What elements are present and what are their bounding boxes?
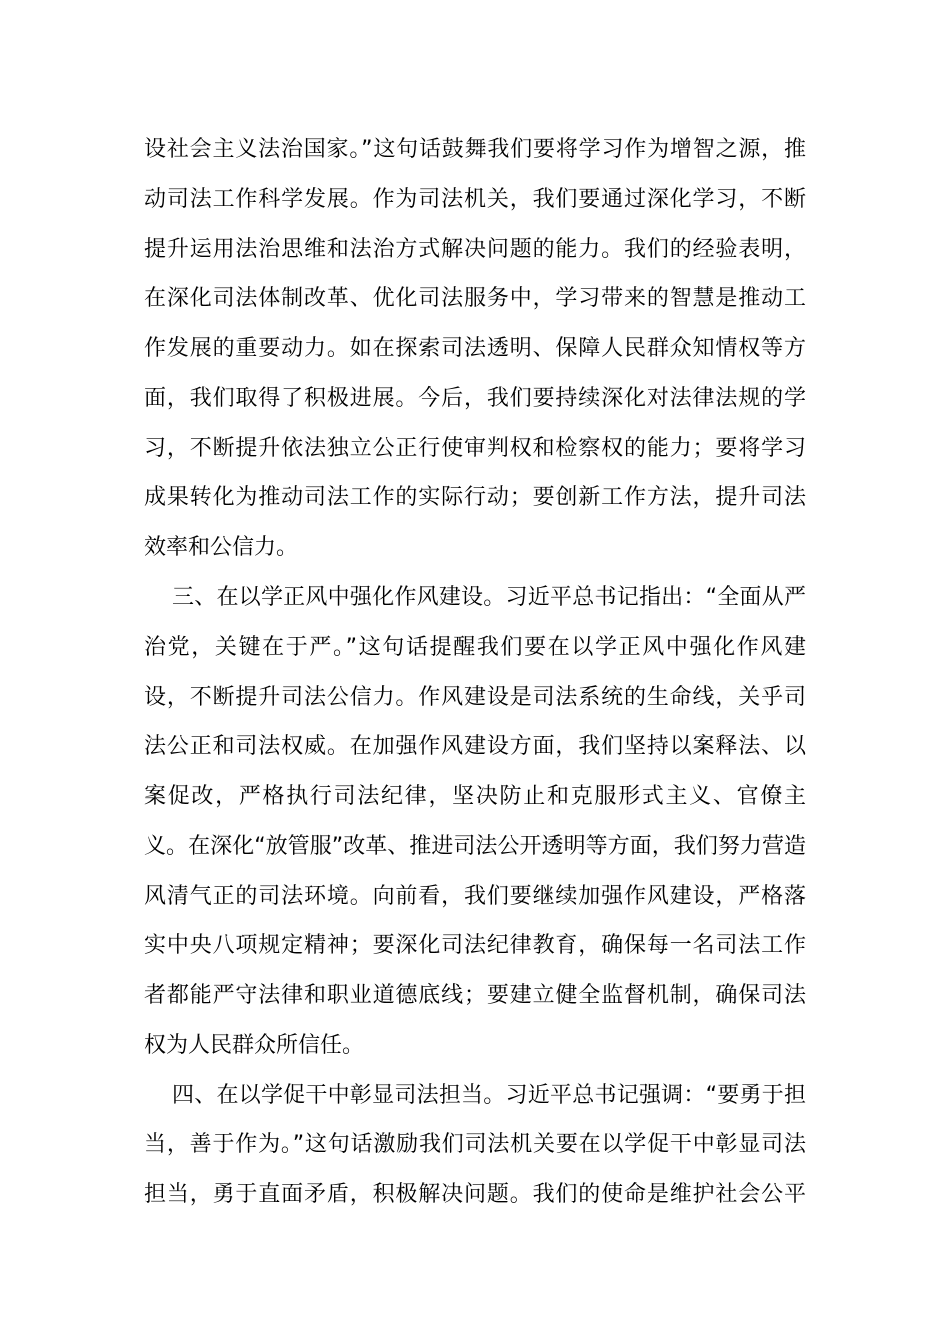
text-line: 作发展的重要动力。如在探索司法透明、保障人民群众知情权等方: [144, 336, 806, 361]
text-line: 权为人民群众所信任。: [144, 1033, 365, 1058]
text-line: 成果转化为推动司法工作的实际行动；要创新工作方法，提升司法: [144, 485, 806, 510]
text-line: 实中央八项规定精神；要深化司法纪律教育，确保每一名司法工作: [144, 933, 806, 958]
text-line: 治党，关键在于严。”这句话提醒我们要在以学正风中强化作风建: [144, 635, 806, 660]
text-line: 效率和公信力。: [144, 535, 299, 560]
text-line: 面，我们取得了积极进展。今后，我们要持续深化对法律法规的学: [144, 386, 806, 411]
text-line: 案促改，严格执行司法纪律，坚决防止和克服形式主义、官僚主: [144, 784, 806, 809]
section-heading-line: 四、在以学促干中彰显司法担当。习近平总书记强调：“要勇于担: [172, 1083, 806, 1108]
text-line: 提升运用法治思维和法治方式解决问题的能力。我们的经验表明，: [144, 237, 806, 262]
text-line: 风清气正的司法环境。向前看，我们要继续加强作风建设，严格落: [144, 884, 806, 909]
text-line: 当，善于作为。”这句话激励我们司法机关要在以学促干中彰显司法: [144, 1132, 806, 1157]
text-line: 动司法工作科学发展。作为司法机关，我们要通过深化学习，不断: [144, 187, 806, 212]
text-line: 设，不断提升司法公信力。作风建设是司法系统的生命线，关乎司: [144, 685, 806, 710]
text-line: 者都能严守法律和职业道德底线；要建立健全监督机制，确保司法: [144, 983, 806, 1008]
text-line: 在深化司法体制改革、优化司法服务中，学习带来的智慧是推动工: [144, 286, 806, 311]
text-line: 担当，勇于直面矛盾，积极解决问题。我们的使命是维护社会公平: [144, 1182, 806, 1207]
text-line: 习，不断提升依法独立公正行使审判权和检察权的能力；要将学习: [144, 436, 806, 461]
text-line: 义。在深化“放管服”改革、推进司法公开透明等方面，我们努力营造: [144, 834, 806, 859]
section-heading-line: 三、在以学正风中强化作风建设。习近平总书记指出：“全面从严: [172, 585, 806, 610]
text-line: 法公正和司法权威。在加强作风建设方面，我们坚持以案释法、以: [144, 734, 806, 759]
text-line: 设社会主义法治国家。”这句话鼓舞我们要将学习作为增智之源，推: [144, 137, 806, 162]
